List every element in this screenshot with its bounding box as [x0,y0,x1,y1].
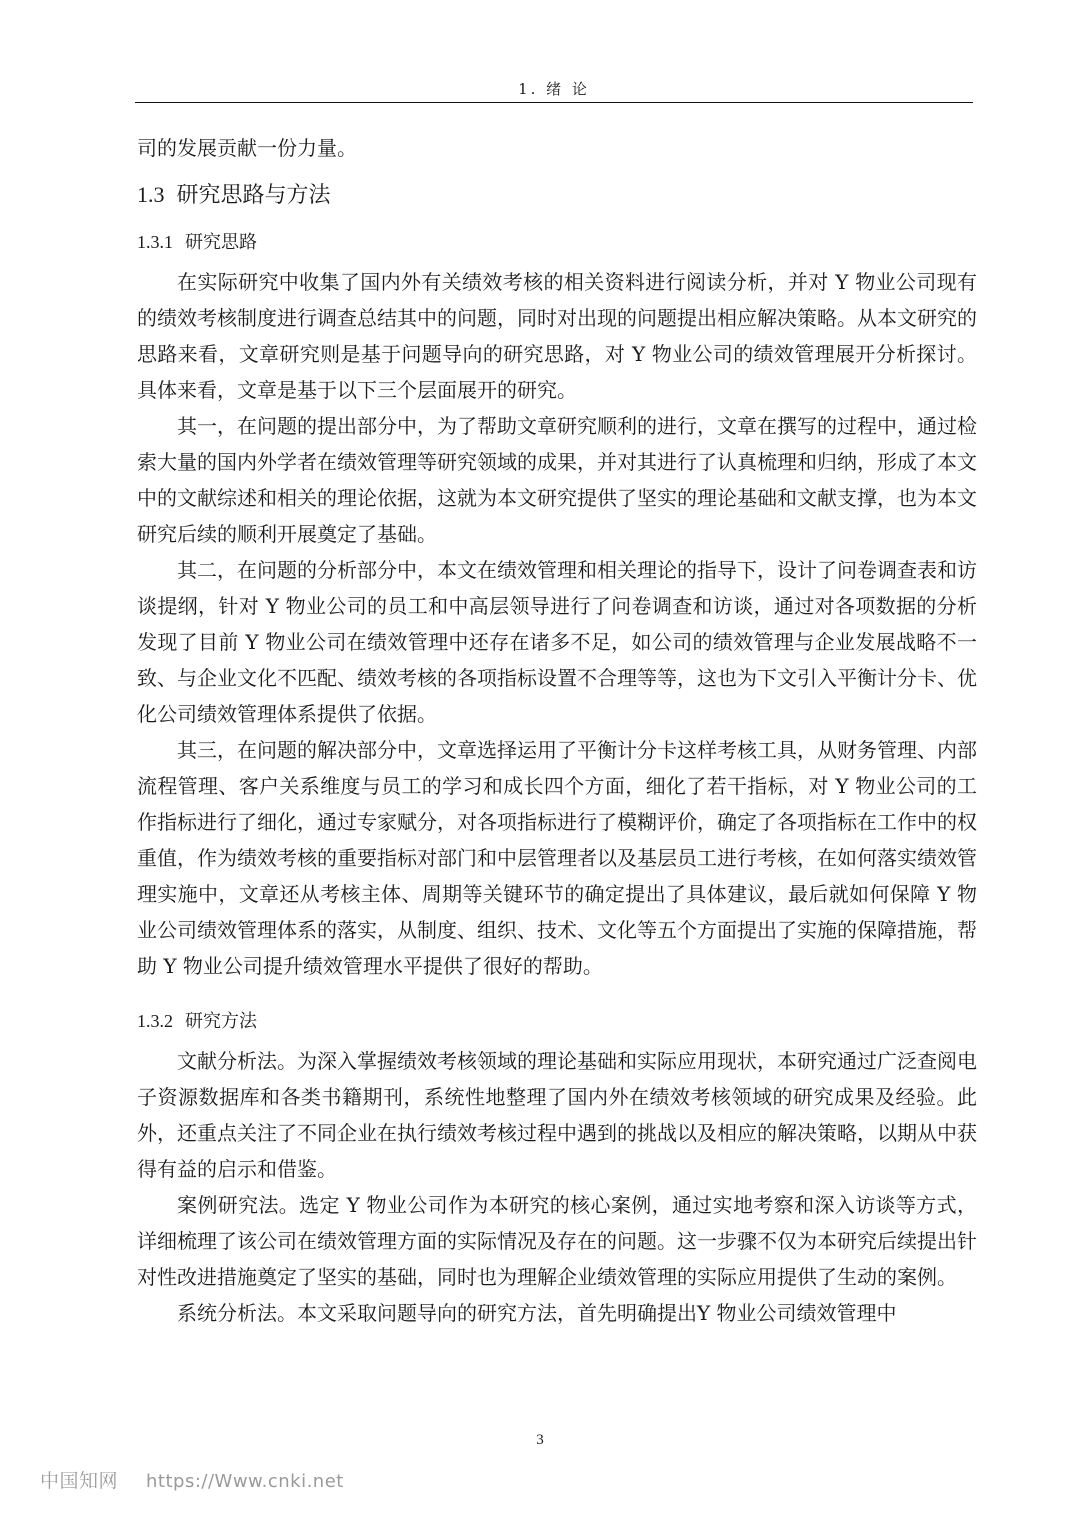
page-content [137,130,977,1331]
subsection-number: 1.3.2 [137,1011,173,1031]
section-heading [137,178,977,213]
spacer [137,984,977,996]
subsection-heading-2 [137,1004,977,1039]
running-header: 1. 绪 论 [518,80,590,98]
subsection-title: 研究思路 [185,232,257,253]
subsection-title: 研究方法 [185,1011,257,1032]
paragraph: 其二，在问题的分析部分中，本文在绩效管理和相关理论的指导下，设计了问卷调查表和访谈提纲，针对 Y 物业公司的员工和中高层领导进行了问卷调查和访谈，通过对各项数据的分析发现了目前 Y 物业公司在绩效管理中还存在诸多不足，如公司的绩效管理与企业发展战略不一致、与企业文化不匹配、绩效考核的各项指标设置不合理等等，这也为下文引入平衡计分卡、优化公司绩效管理体系提供了依据。 [137,558,977,726]
subsection-number: 1.3.1 [137,232,173,252]
watermark-brand: 中国知网 [40,1470,119,1492]
header-rule [135,102,973,103]
paragraph: 其一，在问题的提出部分中，为了帮助文章研究顺利的进行，文章在撰写的过程中，通过检索大量的国内外学者在绩效管理等研究领域的成果，并对其进行了认真梳理和归纳，形成了本文中的文献综述和相关的理论依据，这就为本文研究提供了坚实的理论基础和文献支撑，也为本文研究后续的顺利开展奠定了基础。 [137,414,977,546]
paragraph: 文献分析法。为深入掌握绩效考核领域的理论基础和实际应用现状，本研究通过广泛查阅电子资源数据库和各类书籍期刊，系统性地整理了国内外在绩效考核领域的研究成果及经验。此外，还重点关注了不同企业在执行绩效考核过程中遇到的挑战以及相应的解决策略，以期从中获得有益的启示和借鉴。 [137,1049,977,1181]
continued-paragraph: 司的发展贡献一份力量。 [137,136,357,160]
section-title: 研究思路与方法 [176,183,331,208]
watermark-url: https://Www.cnki.net [146,1471,344,1492]
page-number: 3 [536,1432,544,1448]
paragraph: 案例研究法。选定 Y 物业公司作为本研究的核心案例，通过实地考察和深入访谈等方式，详细梳理了该公司在绩效管理方面的实际情况及存在的问题。这一步骤不仅为本研究后续提出针对性改进措施奠定了坚实的基础，同时也为理解企业绩效管理的实际应用提供了生动的案例。 [137,1193,977,1289]
section-number: 1.3 [137,182,165,207]
paragraph: 其三，在问题的解决部分中，文章选择运用了平衡计分卡这样考核工具，从财务管理、内部流程管理、客户关系维度与员工的学习和成长四个方面，细化了若干指标，对 Y 物业公司的工作指标进行了细化，通过专家赋分，对各项指标进行了模糊评价，确定了各项指标在工作中的权重值，作为绩效考核的重要指标对部门和中层管理者以及基层员工进行考核，在如何落实绩效管理实施中，文章还从考核主体、周期等关键环节的确定提出了具体建议，最后就如何保障 Y 物业公司绩效管理体系的落实，从制度、组织、技术、文化等五个方面提出了实施的保障措施，帮助 Y 物业公司提升绩效管理水平提供了很好的帮助。 [137,738,977,978]
subsection-heading-1 [137,225,977,260]
paragraph: 在实际研究中收集了国内外有关绩效考核的相关资料进行阅读分析，并对 Y 物业公司现有的绩效考核制度进行调查总结其中的问题，同时对出现的问题提出相应解决策略。从本文研究的思路来看，文章研究则是基于问题导向的研究思路，对 Y 物业公司的绩效管理展开分析探讨。具体来看，文章是基于以下三个层面展开的研究。 [137,270,977,402]
cnki-watermark [40,1466,344,1493]
paragraph: 系统分析法。本文采取问题导向的研究方法，首先明确提出Y 物业公司绩效管理中 [177,1301,897,1325]
